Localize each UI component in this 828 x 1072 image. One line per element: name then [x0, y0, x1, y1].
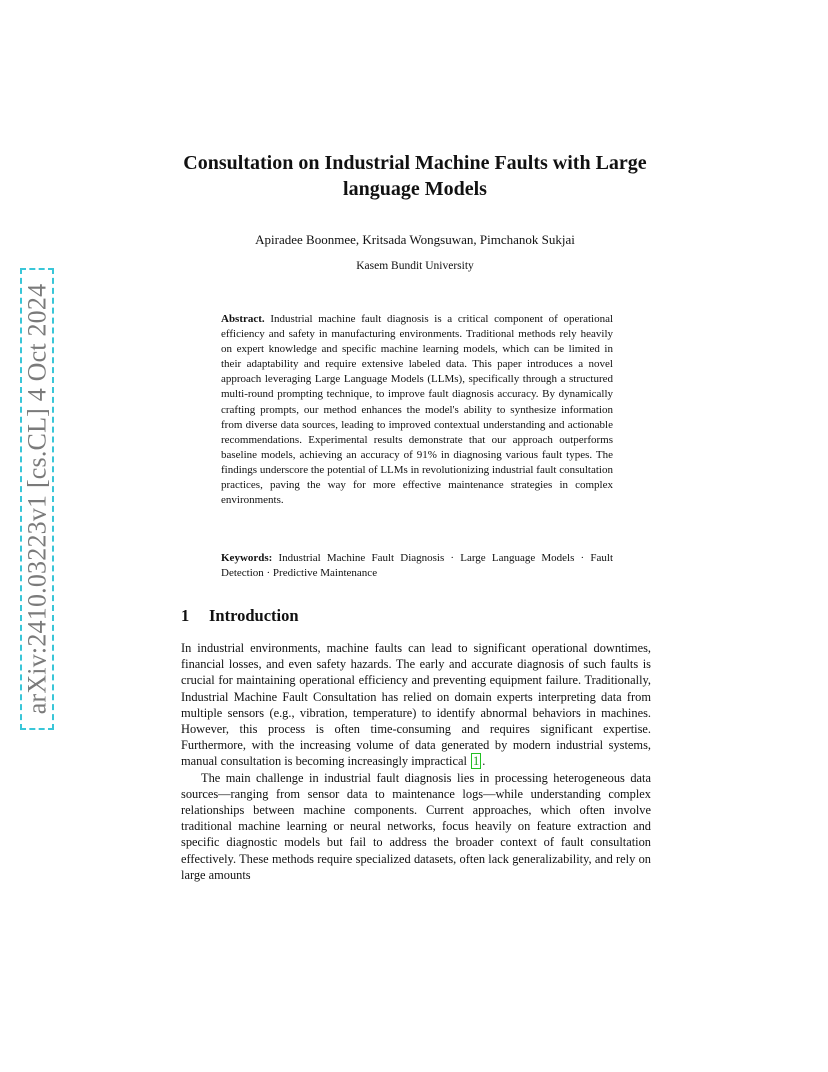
abstract-label: Abstract. — [221, 313, 265, 325]
affiliation: Kasem Bundit University — [356, 260, 474, 272]
keywords-text: Industrial Machine Fault Diagnosis · Large Language Models · Fault Detection · Predictive Maintenance — [221, 552, 613, 580]
paragraph — [181, 640, 651, 770]
section-number: 1 — [181, 606, 190, 625]
paragraph — [181, 770, 651, 883]
section-title: Introduction — [209, 606, 299, 625]
keywords-block — [221, 551, 613, 581]
introduction-body — [181, 640, 651, 883]
abstract-block — [221, 312, 613, 508]
keywords-label: Keywords: — [221, 552, 273, 564]
arxiv-identifier-text: arXiv:2410.03223v1 [cs.CL] 4 Oct 2024 — [22, 283, 51, 715]
paragraph-text: In industrial environments, machine faults can lead to significant operational downtimes, financial losses, and even safety hazards. The early and accurate diagnosis of such faults is crucial for maintaining operational efficiency and preventing equipment failure. Traditionally, Industrial Machine Fault Consultation has relied on domain experts interpreting data from multiple sensors (e.g., vibration, temperature) to identify abnormal behaviors in machines. However, this process is often time-consuming and requires significant expertise. Furthermore, with the increasing volume of data generated by modern industrial systems, manual consultation is becoming increasingly impractical — [181, 641, 651, 769]
section-heading — [181, 606, 299, 626]
paragraph-end: . — [482, 754, 486, 769]
citation-link[interactable]: 1 — [473, 754, 480, 769]
paragraph-text: The main challenge in industrial fault diagnosis lies in processing heterogeneous data sources—ranging from sensor data to maintenance logs—while understanding complex relationships between machine components. Current approaches, which often involve traditional machine learning or neural networks, focus heavily on feature extraction and specific diagnostic models but fail to address the broader context of fault consultation effectively. These methods require specialized datasets, often lack generalizability, and rely on large amounts — [181, 770, 651, 882]
author-list: Apiradee Boonmee, Kritsada Wongsuwan, Pimchanok Sukjai — [255, 232, 575, 247]
paper-title: Consultation on Industrial Machine Faults with Large language Models — [183, 152, 647, 200]
abstract-text: Industrial machine fault diagnosis is a critical component of operational efficiency and safety in manufacturing environments. Traditional methods rely heavily on expert knowledge and specific machine learning models, which can be limited in their adaptability and require extensive labeled data. This paper introduces a novel approach leveraging Large Language Models (LLMs), specifically through a structured multi-round prompting technique, to improve fault diagnosis accuracy. By dynamically crafting prompts, our method enhances the model's ability to synthesize information from diverse data sources, leading to improved contextual understanding and actionable recommendations. Experimental results demonstrate that our approach outperforms baseline models, achieving an accuracy of 91% in diagnosing various fault types. The findings underscore the potential of LLMs in revolutionizing industrial fault consultation practices, paving the way for more effective maintenance strategies in complex environments. — [221, 313, 614, 507]
arxiv-identifier-stamp[interactable] — [20, 268, 54, 730]
